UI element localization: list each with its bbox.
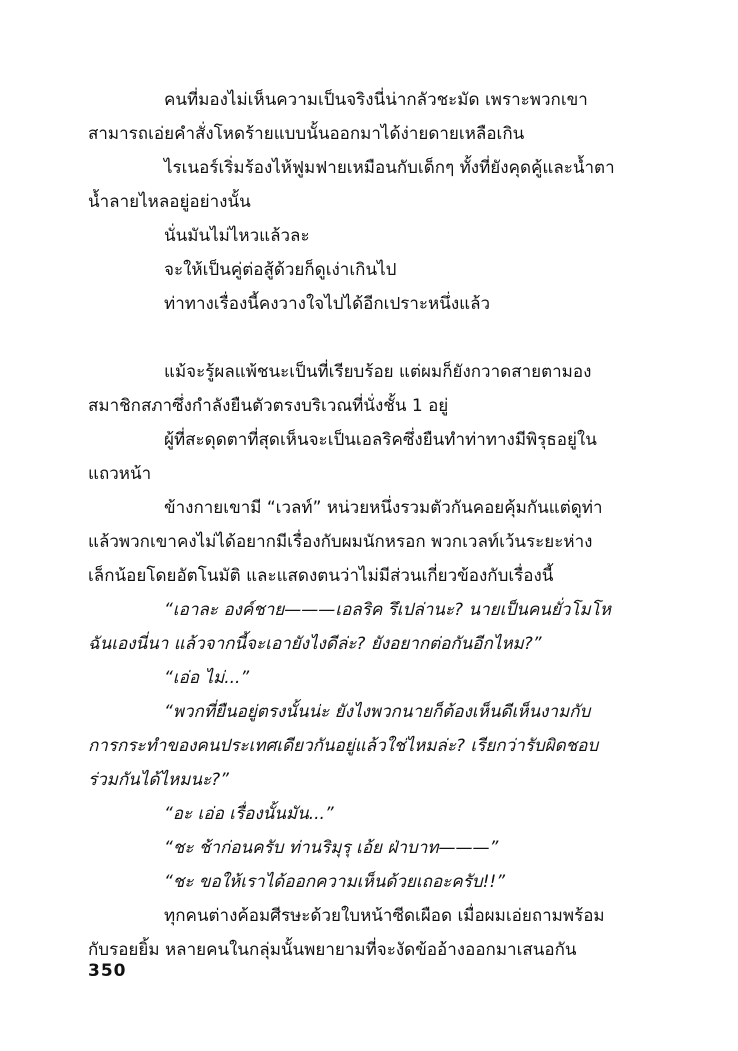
text-line: จะให้เป็นคู่ต่อสู้ด้วยก็ดูเง่าเกินไป (164, 260, 397, 280)
body-text (88, 83, 650, 967)
text-line: คนที่มองไม่เห็นความเป็นจริงนี่น่ากลัวชะมัด เพราะพวกเขา (164, 90, 588, 110)
text-line: แล้วพวกเขาคงไม่ได้อยากมีเรื่องกับผมนักหรอก พวกเวลท์เว้นระยะห่าง (88, 532, 593, 552)
section-break (88, 321, 650, 355)
text-line: ข้างกายเขามี “เวลท์” หน่วยหนึ่งรวมตัวกันคอยคุ้มกันแต่ดูท่า (164, 498, 603, 518)
text-line: ผู้ที่สะดุดตาที่สุดเห็นจะเป็นเอลริคซึ่งยืนทำท่าทางมีพิรุธอยู่ใน (164, 430, 597, 450)
text-line: นั่นมันไม่ไหวแล้วละ (164, 226, 310, 246)
text-line: เล็กน้อยโดยอัตโนมัติ และแสดงตนว่าไม่มีส่วนเกี่ยวข้องกับเรื่องนี้ (88, 566, 554, 586)
text-line: กับรอยยิ้ม หลายคนในกลุ่มนั้นพยายามที่จะงัดข้ออ้างออกมาเสนอกัน (88, 940, 577, 960)
dialogue-line: “ชะ ขอให้เราได้ออกความเห็นด้วยเถอะครับ!!” (164, 872, 506, 892)
dialogue-line: “เอ่อ ไม่...” (164, 668, 250, 688)
page-number: 350 (88, 961, 127, 981)
dialogue-line: การกระทำของคนประเทศเดียวกันอยู่แล้วใช่ไหมล่ะ? เรียกว่ารับผิดชอบ (88, 736, 599, 756)
text-line: สมาชิกสภาซึ่งกำลังยืนตัวตรงบริเวณที่นั่งชั้น 1 อยู่ (88, 396, 449, 416)
text-line: สามารถเอ่ยคำสั่งโหดร้ายแบบนั้นออกมาได้ง่ายดายเหลือเกิน (88, 124, 525, 144)
dialogue-line: “พวกที่ยืนอยู่ตรงนั้นน่ะ ยังไงพวกนายก็ต้องเห็นดีเห็นงามกับ (164, 702, 591, 722)
dialogue-line: ฉันเองนี่นา แล้วจากนี้จะเอายังไงดีล่ะ? ยังอยากต่อกันอีกไหม?” (88, 634, 542, 654)
text-line: ท่าทางเรื่องนี้คงวางใจไปได้อีกเปราะหนึ่งแล้ว (164, 294, 491, 314)
text-line: แม้จะรู้ผลแพ้ชนะเป็นที่เรียบร้อย แต่ผมก็ยังกวาดสายตามอง (164, 362, 592, 382)
text-line: แถวหน้า (88, 464, 152, 484)
dialogue-line: ร่วมกันได้ไหมนะ?” (88, 770, 229, 790)
text-line: ไรเนอร์เริ่มร้องไห้ฟูมฟายเหมือนกับเด็กๆ ทั้งที่ยังคุดคู้และน้ำตา (164, 158, 615, 178)
text-line: ทุกคนต่างค้อมศีรษะด้วยใบหน้าซีดเผือด เมื่อผมเอ่ยถามพร้อม (164, 906, 605, 926)
dialogue-line: “ชะ ช้าก่อนครับ ท่านริมุรุ เอ้ย ฝ่าบาท———” (164, 838, 499, 858)
text-line: น้ำลายไหลอยู่อย่างนั้น (88, 192, 251, 212)
dialogue-line: “เอาละ องค์ชาย———เอลริค รึเปล่านะ? นายเป็นคนยั่วโมโห (164, 600, 611, 620)
dialogue-line: “อะ เอ่อ เรื่องนั้นมัน...” (164, 804, 334, 824)
